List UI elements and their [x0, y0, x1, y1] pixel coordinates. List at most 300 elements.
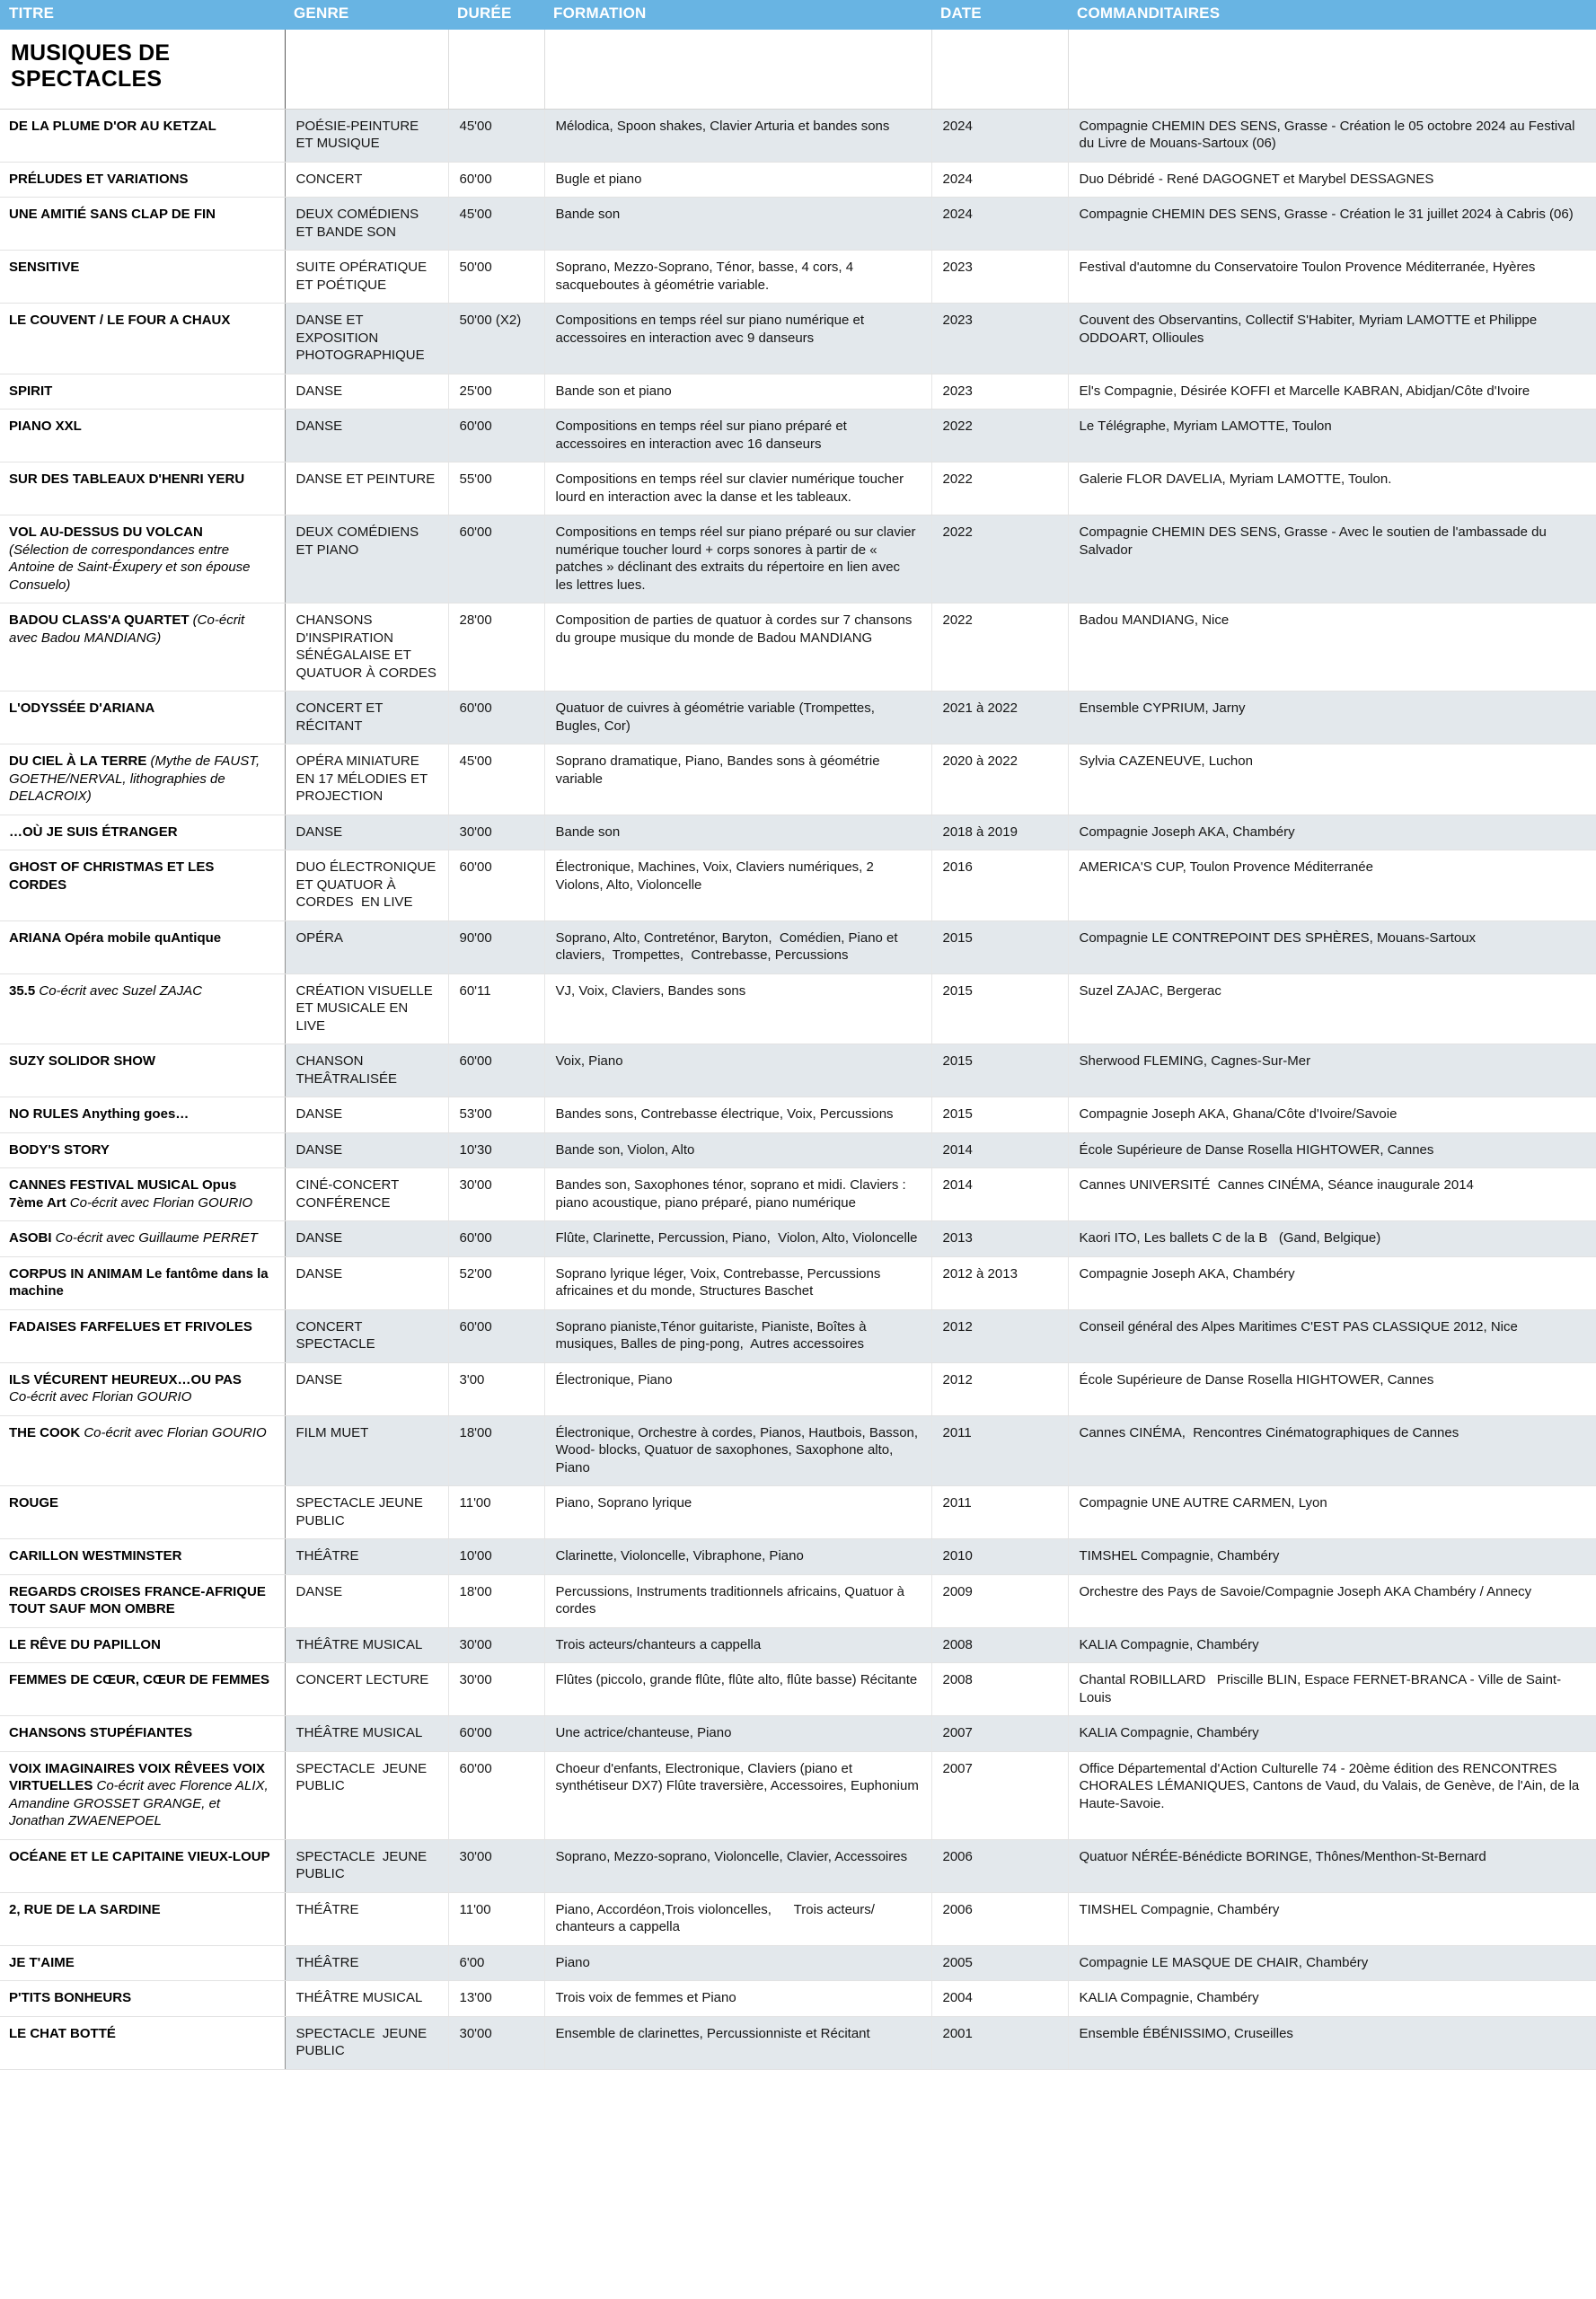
cell-commanditaires: Ensemble CYPRIUM, Jarny	[1068, 691, 1596, 744]
table-row	[0, 973, 1596, 1044]
work-title: PIANO XXL	[9, 418, 82, 435]
cell-titre	[0, 1044, 285, 1097]
column-header-commanditaires[interactable]: COMMANDITAIRES	[1068, 0, 1596, 30]
cell-titre	[0, 603, 285, 691]
work-title: JE T'AIME	[9, 1954, 75, 1970]
table-row	[0, 410, 1596, 462]
table-row	[0, 109, 1596, 162]
cell-titre	[0, 162, 285, 198]
cell-duree: 6'00	[448, 1945, 544, 1981]
column-header-date[interactable]: DATE	[931, 0, 1068, 30]
cell-formation: Quatuor de cuivres à géométrie variable (Trompettes, Bugles, Cor)	[544, 691, 931, 744]
cell-genre: THÉÂTRE	[285, 1892, 448, 1945]
cell-titre	[0, 1892, 285, 1945]
cell-duree: 11'00	[448, 1892, 544, 1945]
cell-duree: 60'00	[448, 515, 544, 603]
column-header-genre[interactable]: GENRE	[285, 0, 448, 30]
table-row	[0, 815, 1596, 850]
work-subtitle: Co-écrit avec Florian GOURIO	[80, 1424, 267, 1440]
cell-genre: CONCERT ET RÉCITANT	[285, 691, 448, 744]
table-row	[0, 374, 1596, 410]
work-subtitle: (Co-écrit avec Badou MANDIANG)	[9, 612, 245, 646]
cell-date: 2018 à 2019	[931, 815, 1068, 850]
cell-titre	[0, 304, 285, 374]
table-row	[0, 850, 1596, 921]
cell-formation: Bande son	[544, 815, 931, 850]
table-row	[0, 1839, 1596, 1892]
cell-date: 2021 à 2022	[931, 691, 1068, 744]
cell-commanditaires: Compagnie LE CONTREPOINT DES SPHÈRES, Mouans-Sartoux	[1068, 920, 1596, 973]
work-subtitle: Co-écrit avec Suzel ZAJAC	[35, 982, 203, 999]
cell-genre: THÉÂTRE	[285, 1945, 448, 1981]
cell-titre	[0, 1751, 285, 1839]
cell-date: 2010	[931, 1539, 1068, 1575]
cell-commanditaires: Compagnie Joseph AKA, Chambéry	[1068, 815, 1596, 850]
cell-titre	[0, 1097, 285, 1133]
cell-duree: 60'11	[448, 973, 544, 1044]
work-subtitle: Co-écrit avec Guillaume PERRET	[51, 1230, 258, 1246]
section-banner-blank-formation	[544, 30, 931, 110]
cell-genre: THÉÂTRE	[285, 1539, 448, 1575]
cell-formation: Compositions en temps réel sur piano numérique et accessoires en interaction avec 9 danseurs	[544, 304, 931, 374]
cell-duree: 60'00	[448, 162, 544, 198]
cell-formation: Trois acteurs/chanteurs a cappella	[544, 1627, 931, 1663]
cell-duree: 30'00	[448, 1839, 544, 1892]
column-header-formation[interactable]: FORMATION	[544, 0, 931, 30]
cell-genre: SUITE OPÉRATIQUE ET POÉTIQUE	[285, 251, 448, 304]
cell-duree: 50'00 (X2)	[448, 304, 544, 374]
cell-date: 2007	[931, 1751, 1068, 1839]
work-subtitle: Co-écrit avec Florian GOURIO	[66, 1194, 253, 1211]
cell-duree: 11'00	[448, 1486, 544, 1539]
cell-formation: Mélodica, Spoon shakes, Clavier Arturia et bandes sons	[544, 109, 931, 162]
work-title: SPIRIT	[9, 383, 53, 399]
cell-duree: 60'00	[448, 850, 544, 921]
cell-genre: THÉÂTRE MUSICAL	[285, 1981, 448, 2017]
work-title: REGARDS CROISES FRANCE-AFRIQUE TOUT SAUF MON OMBRE	[9, 1583, 266, 1617]
table-row	[0, 251, 1596, 304]
cell-duree: 30'00	[448, 1663, 544, 1716]
cell-date: 2015	[931, 920, 1068, 973]
cell-genre: OPÉRA MINIATURE EN 17 MÉLODIES ET PROJECTION	[285, 744, 448, 815]
cell-duree: 90'00	[448, 920, 544, 973]
cell-duree: 60'00	[448, 1309, 544, 1362]
cell-duree: 18'00	[448, 1415, 544, 1486]
cell-duree: 53'00	[448, 1097, 544, 1133]
table-row	[0, 691, 1596, 744]
cell-formation: Soprano dramatique, Piano, Bandes sons à géométrie variable	[544, 744, 931, 815]
cell-titre	[0, 1362, 285, 1415]
cell-formation: Piano	[544, 1945, 931, 1981]
cell-duree: 60'00	[448, 1044, 544, 1097]
cell-formation: Choeur d'enfants, Electronique, Claviers (piano et synthétiseur DX7) Flûte traversière, Accessoires, Euphonium	[544, 1751, 931, 1839]
work-subtitle: (Mythe de FAUST, GOETHE/NERVAL, lithographies de DELACROIX)	[9, 753, 260, 805]
cell-commanditaires: Sherwood FLEMING, Cagnes-Sur-Mer	[1068, 1044, 1596, 1097]
table-row	[0, 1627, 1596, 1663]
cell-formation: Bande son et piano	[544, 374, 931, 410]
cell-genre: DANSE ET PEINTURE	[285, 462, 448, 515]
cell-duree: 10'30	[448, 1132, 544, 1168]
cell-titre	[0, 1132, 285, 1168]
cell-genre: DANSE	[285, 410, 448, 462]
cell-date: 2015	[931, 973, 1068, 1044]
cell-commanditaires: Sylvia CAZENEUVE, Luchon	[1068, 744, 1596, 815]
cell-titre	[0, 850, 285, 921]
cell-date: 2023	[931, 304, 1068, 374]
work-title: 2, RUE DE LA SARDINE	[9, 1901, 161, 1917]
cell-formation: Flûte, Clarinette, Percussion, Piano, Violon, Alto, Violoncelle	[544, 1221, 931, 1257]
work-title: GHOST OF CHRISTMAS ET LES CORDES	[9, 859, 215, 893]
cell-date: 2022	[931, 603, 1068, 691]
cell-titre	[0, 1663, 285, 1716]
cell-genre: SPECTACLE JEUNE PUBLIC	[285, 2016, 448, 2069]
cell-commanditaires: KALIA Compagnie, Chambéry	[1068, 1716, 1596, 1752]
section-banner-row	[0, 30, 1596, 110]
cell-commanditaires: École Supérieure de Danse Rosella HIGHTOWER, Cannes	[1068, 1132, 1596, 1168]
cell-duree: 3'00	[448, 1362, 544, 1415]
cell-date: 2006	[931, 1839, 1068, 1892]
cell-titre	[0, 515, 285, 603]
cell-commanditaires: Suzel ZAJAC, Bergerac	[1068, 973, 1596, 1044]
cell-date: 2022	[931, 462, 1068, 515]
table-row	[0, 1309, 1596, 1362]
cell-date: 2023	[931, 374, 1068, 410]
cell-commanditaires: Ensemble ÉBÉNISSIMO, Cruseilles	[1068, 2016, 1596, 2069]
cell-commanditaires: KALIA Compagnie, Chambéry	[1068, 1981, 1596, 2017]
cell-titre	[0, 1627, 285, 1663]
work-title: DE LA PLUME D'OR AU KETZAL	[9, 118, 216, 134]
cell-commanditaires: Cannes CINÉMA, Rencontres Cinématographiques de Cannes	[1068, 1415, 1596, 1486]
cell-genre: CHANSONS D'INSPIRATION SÉNÉGALAISE ET QUATUOR À CORDES	[285, 603, 448, 691]
work-title: CORPUS IN ANIMAM Le fantôme dans la machine	[9, 1265, 269, 1299]
cell-titre	[0, 1168, 285, 1221]
work-title: SUR DES TABLEAUX D'HENRI YERU	[9, 471, 245, 488]
cell-genre: DUO ÉLECTRONIQUE ET QUATUOR À CORDES EN LIVE	[285, 850, 448, 921]
work-title: ARIANA Opéra mobile quAntique	[9, 929, 222, 946]
cell-date: 2016	[931, 850, 1068, 921]
cell-formation: Soprano, Mezzo-soprano, Violoncelle, Clavier, Accessoires	[544, 1839, 931, 1892]
cell-duree: 25'00	[448, 374, 544, 410]
cell-date: 2006	[931, 1892, 1068, 1945]
cell-formation: Composition de parties de quatuor à cordes sur 7 chansons du groupe musique du monde de Badou MANDIANG	[544, 603, 931, 691]
cell-commanditaires: Office Départemental d'Action Culturelle 74 - 20ème édition des RENCONTRES CHORALES LÉMANIQUES, Cantons de Vaud, du Valais, de Genève, de l'Ain, de la Haute-Savoie.	[1068, 1751, 1596, 1839]
cell-formation: Bande son	[544, 198, 931, 251]
cell-genre: CINÉ-CONCERT CONFÉRENCE	[285, 1168, 448, 1221]
cell-commanditaires: Compagnie CHEMIN DES SENS, Grasse - Avec le soutien de l'ambassade du Salvador	[1068, 515, 1596, 603]
cell-date: 2012	[931, 1309, 1068, 1362]
section-banner-blank-genre	[285, 30, 448, 110]
table-row	[0, 1751, 1596, 1839]
section-banner-blank-date	[931, 30, 1068, 110]
cell-titre	[0, 1839, 285, 1892]
table-row	[0, 1945, 1596, 1981]
cell-duree: 60'00	[448, 691, 544, 744]
table-row	[0, 1892, 1596, 1945]
cell-date: 2015	[931, 1097, 1068, 1133]
cell-formation: Soprano lyrique léger, Voix, Contrebasse, Percussions africaines et du monde, Structures Baschet	[544, 1256, 931, 1309]
cell-formation: Ensemble de clarinettes, Percussionniste et Récitant	[544, 2016, 931, 2069]
table-row	[0, 162, 1596, 198]
cell-date: 2004	[931, 1981, 1068, 2017]
table-row	[0, 304, 1596, 374]
cell-commanditaires: Compagnie CHEMIN DES SENS, Grasse - Création le 05 octobre 2024 au Festival du Livre de Mouans-Sartoux (06)	[1068, 109, 1596, 162]
section-banner-blank-commanditaires	[1068, 30, 1596, 110]
cell-commanditaires: El's Compagnie, Désirée KOFFI et Marcelle KABRAN, Abidjan/Côte d'Ivoire	[1068, 374, 1596, 410]
table-row	[0, 198, 1596, 251]
cell-commanditaires: Cannes UNIVERSITÉ Cannes CINÉMA, Séance inaugurale 2014	[1068, 1168, 1596, 1221]
cell-titre	[0, 1945, 285, 1981]
cell-date: 2023	[931, 251, 1068, 304]
work-title: SUZY SOLIDOR SHOW	[9, 1053, 156, 1070]
cell-formation: Électronique, Piano	[544, 1362, 931, 1415]
section-title: MUSIQUES DE SPECTACLES	[11, 40, 171, 92]
work-title: ROUGE	[9, 1495, 59, 1511]
cell-commanditaires: Festival d'automne du Conservatoire Toulon Provence Méditerranée, Hyères	[1068, 251, 1596, 304]
cell-titre	[0, 1415, 285, 1486]
work-title: VOL AU-DESSUS DU VOLCAN	[9, 524, 203, 541]
table-row	[0, 1486, 1596, 1539]
work-title: NO RULES Anything goes…	[9, 1106, 190, 1123]
cell-titre	[0, 462, 285, 515]
cell-genre: DEUX COMÉDIENS ET PIANO	[285, 515, 448, 603]
cell-titre	[0, 1981, 285, 2017]
cell-commanditaires: KALIA Compagnie, Chambéry	[1068, 1627, 1596, 1663]
cell-commanditaires: TIMSHEL Compagnie, Chambéry	[1068, 1892, 1596, 1945]
work-title: CHANSONS STUPÉFIANTES	[9, 1725, 193, 1741]
cell-commanditaires: Kaori ITO, Les ballets C de la B (Gand, Belgique)	[1068, 1221, 1596, 1257]
work-title: UNE AMITIÉ SANS CLAP DE FIN	[9, 207, 216, 223]
table-row	[0, 1168, 1596, 1221]
cell-genre: DANSE	[285, 815, 448, 850]
cell-genre: DANSE	[285, 1132, 448, 1168]
cell-date: 2008	[931, 1627, 1068, 1663]
work-title: ASOBI	[9, 1230, 52, 1246]
cell-date: 2013	[931, 1221, 1068, 1257]
cell-titre	[0, 1221, 285, 1257]
cell-formation: Soprano pianiste,Ténor guitariste, Pianiste, Boîtes à musiques, Balles de ping-pong, Autres accessoires	[544, 1309, 931, 1362]
cell-genre: DANSE	[285, 1097, 448, 1133]
table-row	[0, 1981, 1596, 2017]
work-subtitle: Co-écrit avec Florence ALIX, Amandine GROSSET GRANGE, et Jonathan ZWAENEPOEL	[9, 1778, 269, 1829]
work-title: VOIX IMAGINAIRES VOIX RÊVEES VOIX VIRTUELLES	[9, 1760, 266, 1794]
work-title: BADOU CLASS'A QUARTET	[9, 612, 190, 629]
table-row	[0, 462, 1596, 515]
cell-genre: CHANSON THEÂTRALISÉE	[285, 1044, 448, 1097]
cell-commanditaires: Galerie FLOR DAVELIA, Myriam LAMOTTE, Toulon.	[1068, 462, 1596, 515]
cell-titre	[0, 973, 285, 1044]
cell-commanditaires: Compagnie UNE AUTRE CARMEN, Lyon	[1068, 1486, 1596, 1539]
cell-formation: Percussions, Instruments traditionnels africains, Quatuor à cordes	[544, 1574, 931, 1627]
cell-duree: 60'00	[448, 1716, 544, 1752]
cell-date: 2015	[931, 1044, 1068, 1097]
cell-commanditaires: Chantal ROBILLARD Priscille BLIN, Espace FERNET-BRANCA - Ville de Saint-Louis	[1068, 1663, 1596, 1716]
work-subtitle: (Sélection de correspondances entre Antoine de Saint-Éxupery et son épouse Consuelo)	[9, 542, 251, 593]
cell-genre: DANSE ET EXPOSITION PHOTOGRAPHIQUE	[285, 304, 448, 374]
work-title: DU CIEL À LA TERRE	[9, 753, 147, 770]
cell-commanditaires: Le Télégraphe, Myriam LAMOTTE, Toulon	[1068, 410, 1596, 462]
table-row	[0, 1097, 1596, 1133]
table-row	[0, 1415, 1596, 1486]
cell-date: 2011	[931, 1486, 1068, 1539]
cell-formation: Piano, Accordéon,Trois violoncelles, Trois acteurs/ chanteurs a cappella	[544, 1892, 931, 1945]
cell-genre: SPECTACLE JEUNE PUBLIC	[285, 1839, 448, 1892]
work-title: CARILLON WESTMINSTER	[9, 1548, 182, 1564]
cell-duree: 30'00	[448, 815, 544, 850]
cell-formation: Électronique, Orchestre à cordes, Pianos, Hautbois, Basson, Wood- blocks, Quatuor de saxophones, Saxophone alto, Piano	[544, 1415, 931, 1486]
work-title: 35.5	[9, 982, 36, 999]
cell-duree: 52'00	[448, 1256, 544, 1309]
cell-genre: THÉÂTRE MUSICAL	[285, 1716, 448, 1752]
work-title: L'ODYSSÉE D'ARIANA	[9, 700, 155, 717]
table-row	[0, 1256, 1596, 1309]
cell-date: 2014	[931, 1132, 1068, 1168]
cell-genre: CRÉATION VISUELLE ET MUSICALE EN LIVE	[285, 973, 448, 1044]
cell-duree: 10'00	[448, 1539, 544, 1575]
cell-formation: Compositions en temps réel sur piano préparé ou sur clavier numérique toucher lourd + corps sonores à partir de « patches » déclinant des extraits du répertoire en lien avec les lettres lues.	[544, 515, 931, 603]
column-header-duree[interactable]: DURÉE	[448, 0, 544, 30]
work-title: THE COOK	[9, 1424, 81, 1440]
cell-genre: CONCERT SPECTACLE	[285, 1309, 448, 1362]
work-title: PRÉLUDES ET VARIATIONS	[9, 171, 189, 187]
cell-commanditaires: Duo Débridé - René DAGOGNET et Marybel DESSAGNES	[1068, 162, 1596, 198]
cell-titre	[0, 198, 285, 251]
header-row	[0, 0, 1596, 30]
work-title: P'TITS BONHEURS	[9, 1990, 132, 2006]
cell-date: 2024	[931, 198, 1068, 251]
cell-titre	[0, 1539, 285, 1575]
cell-formation: Trois voix de femmes et Piano	[544, 1981, 931, 2017]
cell-duree: 60'00	[448, 1221, 544, 1257]
cell-commanditaires: AMERICA'S CUP, Toulon Provence Méditerranée	[1068, 850, 1596, 921]
cell-duree: 45'00	[448, 744, 544, 815]
table-row	[0, 1716, 1596, 1752]
cell-titre	[0, 1716, 285, 1752]
cell-titre	[0, 410, 285, 462]
cell-genre: DANSE	[285, 1362, 448, 1415]
section-title-cell	[0, 30, 285, 110]
cell-formation: Bandes sons, Contrebasse électrique, Voix, Percussions	[544, 1097, 931, 1133]
work-title: LE RÊVE DU PAPILLON	[9, 1636, 161, 1652]
table-row	[0, 1574, 1596, 1627]
cell-duree: 30'00	[448, 1627, 544, 1663]
cell-genre: CONCERT	[285, 162, 448, 198]
cell-genre: DANSE	[285, 374, 448, 410]
table-row	[0, 1539, 1596, 1575]
cell-formation: Compositions en temps réel sur piano préparé et accessoires en interaction avec 16 danseurs	[544, 410, 931, 462]
cell-formation: Une actrice/chanteuse, Piano	[544, 1716, 931, 1752]
cell-genre: DANSE	[285, 1221, 448, 1257]
cell-formation: Bandes son, Saxophones ténor, soprano et midi. Claviers : piano acoustique, piano préparé, piano numérique	[544, 1168, 931, 1221]
cell-commanditaires: Compagnie LE MASQUE DE CHAIR, Chambéry	[1068, 1945, 1596, 1981]
section-banner-blank-duree	[448, 30, 544, 110]
work-title: ILS VÉCURENT HEUREUX…OU PAS	[9, 1371, 242, 1387]
table-row	[0, 603, 1596, 691]
cell-duree: 28'00	[448, 603, 544, 691]
cell-commanditaires: Couvent des Observantins, Collectif S'Habiter, Myriam LAMOTTE et Philippe ODDOART, Ollioules	[1068, 304, 1596, 374]
table-row	[0, 1132, 1596, 1168]
work-title: SENSITIVE	[9, 260, 80, 276]
cell-formation: Bande son, Violon, Alto	[544, 1132, 931, 1168]
cell-genre: SPECTACLE JEUNE PUBLIC	[285, 1486, 448, 1539]
cell-formation: VJ, Voix, Claviers, Bandes sons	[544, 973, 931, 1044]
cell-titre	[0, 1256, 285, 1309]
cell-duree: 30'00	[448, 1168, 544, 1221]
cell-date: 2009	[931, 1574, 1068, 1627]
cell-titre	[0, 1486, 285, 1539]
cell-genre: OPÉRA	[285, 920, 448, 973]
table-body	[0, 30, 1596, 2070]
cell-formation: Soprano, Alto, Contreténor, Baryton, Comédien, Piano et claviers, Trompettes, Contrebasse, Percussions	[544, 920, 931, 973]
cell-titre	[0, 374, 285, 410]
work-title: BODY'S STORY	[9, 1141, 110, 1158]
cell-titre	[0, 1309, 285, 1362]
cell-date: 2020 à 2022	[931, 744, 1068, 815]
cell-titre	[0, 691, 285, 744]
cell-formation: Piano, Soprano lyrique	[544, 1486, 931, 1539]
work-title: FADAISES FARFELUES ET FRIVOLES	[9, 1318, 252, 1334]
table-row	[0, 515, 1596, 603]
cell-duree: 45'00	[448, 109, 544, 162]
cell-commanditaires: Quatuor NÉRÉE-Bénédicte BORINGE, Thônes/Menthon-St-Bernard	[1068, 1839, 1596, 1892]
work-title: LE CHAT BOTTÉ	[9, 2025, 116, 2041]
cell-titre	[0, 109, 285, 162]
cell-commanditaires: Compagnie CHEMIN DES SENS, Grasse - Création le 31 juillet 2024 à Cabris (06)	[1068, 198, 1596, 251]
cell-date: 2007	[931, 1716, 1068, 1752]
table-header	[0, 0, 1596, 30]
cell-date: 2008	[931, 1663, 1068, 1716]
cell-formation: Clarinette, Violoncelle, Vibraphone, Piano	[544, 1539, 931, 1575]
cell-commanditaires: Orchestre des Pays de Savoie/Compagnie Joseph AKA Chambéry / Annecy	[1068, 1574, 1596, 1627]
cell-commanditaires: Badou MANDIANG, Nice	[1068, 603, 1596, 691]
cell-date: 2011	[931, 1415, 1068, 1486]
cell-formation: Compositions en temps réel sur clavier numérique toucher lourd en interaction avec la danse et les tableaux.	[544, 462, 931, 515]
cell-formation: Bugle et piano	[544, 162, 931, 198]
cell-date: 2024	[931, 109, 1068, 162]
cell-date: 2001	[931, 2016, 1068, 2069]
cell-genre: DANSE	[285, 1256, 448, 1309]
cell-duree: 30'00	[448, 2016, 544, 2069]
work-title: CANNES FESTIVAL MUSICAL Opus 7ème Art	[9, 1177, 237, 1211]
table-row	[0, 1663, 1596, 1716]
cell-titre	[0, 815, 285, 850]
cell-duree: 50'00	[448, 251, 544, 304]
work-title: OCÉANE ET LE CAPITAINE VIEUX-LOUP	[9, 1848, 270, 1864]
cell-date: 2022	[931, 410, 1068, 462]
cell-date: 2014	[931, 1168, 1068, 1221]
column-header-titre[interactable]: TITRE	[0, 0, 285, 30]
cell-commanditaires: École Supérieure de Danse Rosella HIGHTOWER, Cannes	[1068, 1362, 1596, 1415]
work-title: FEMMES DE CŒUR, CŒUR DE FEMMES	[9, 1672, 270, 1688]
work-title: LE COUVENT / LE FOUR A CHAUX	[9, 313, 231, 329]
cell-date: 2022	[931, 515, 1068, 603]
cell-duree: 60'00	[448, 1751, 544, 1839]
cell-duree: 55'00	[448, 462, 544, 515]
cell-commanditaires: TIMSHEL Compagnie, Chambéry	[1068, 1539, 1596, 1575]
cell-genre: CONCERT LECTURE	[285, 1663, 448, 1716]
cell-duree: 13'00	[448, 1981, 544, 2017]
cell-genre: DANSE	[285, 1574, 448, 1627]
cell-titre	[0, 251, 285, 304]
cell-genre: FILM MUET	[285, 1415, 448, 1486]
table-row	[0, 1221, 1596, 1257]
cell-titre	[0, 2016, 285, 2069]
cell-titre	[0, 1574, 285, 1627]
cell-commanditaires: Compagnie Joseph AKA, Chambéry	[1068, 1256, 1596, 1309]
table-row	[0, 920, 1596, 973]
cell-genre: DEUX COMÉDIENS ET BANDE SON	[285, 198, 448, 251]
table-row	[0, 2016, 1596, 2069]
table-row	[0, 1362, 1596, 1415]
